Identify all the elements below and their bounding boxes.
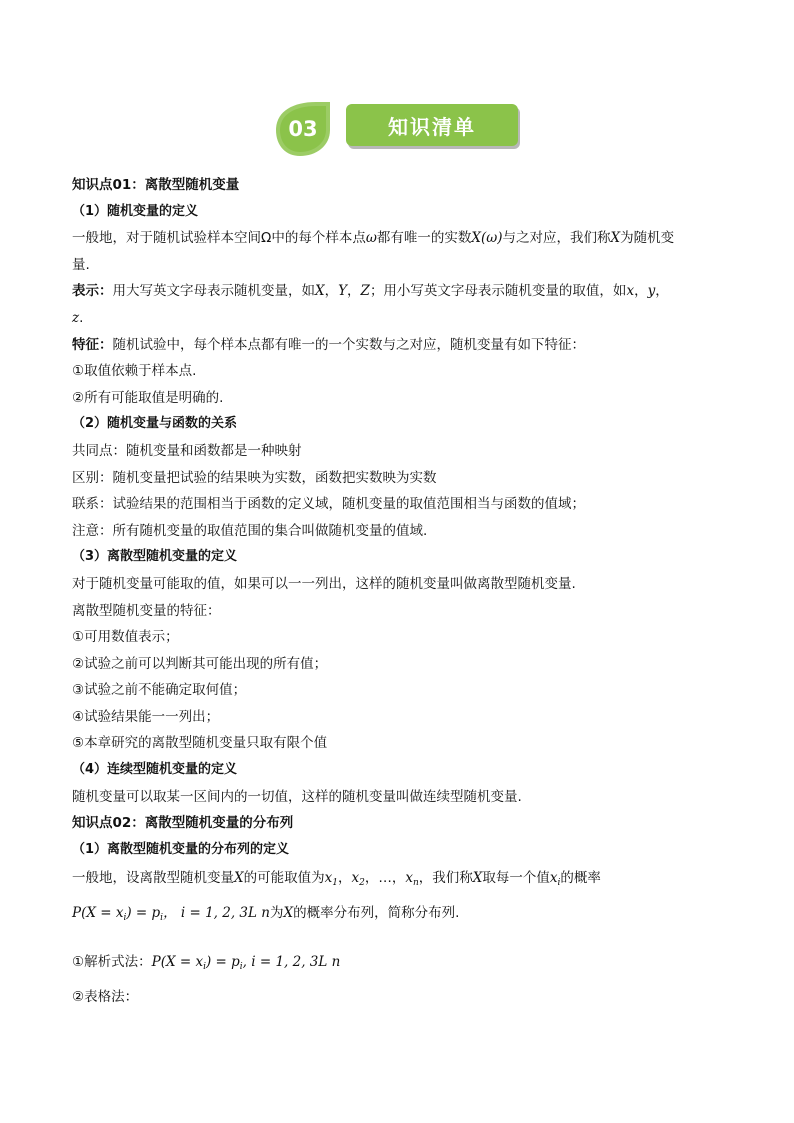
section-number: 03	[288, 117, 318, 141]
kp1-s3-def: 对于随机变量可能取的值，如果可以一一列出，这样的随机变量叫做离散型随机变量.	[72, 575, 576, 592]
document-body	[72, 172, 732, 1012]
kp1-representation-cont: z.	[72, 309, 84, 326]
kp1-s3-feat: 离散型随机变量的特征：	[72, 602, 221, 619]
kp1-s2-common: 共同点：随机变量和函数都是一种映射	[72, 442, 302, 459]
kp1-feature: 特征：随机试验中，每个样本点都有唯一的一个实数与之对应，随机变量有如下特征：	[72, 336, 585, 353]
section-title-bar	[346, 104, 518, 146]
kp1-s3-f2: ②试验之前可以判断其可能出现的所有值；	[72, 655, 328, 672]
section-title: 知识清单	[388, 114, 476, 139]
kp1-s2-title: （2）随机变量与函数的关系	[72, 416, 238, 432]
kp1-s3-f1: ①可用数值表示；	[72, 629, 179, 646]
kp1-feature-1: ①取值依赖于样本点.	[72, 363, 197, 380]
kp1-s3-f4: ④试验结果能一一列出；	[72, 708, 220, 725]
kp1-s3-title: （3）离散型随机变量的定义	[72, 549, 238, 565]
kp1-title: 知识点01：离散型随机变量	[72, 177, 240, 193]
kp1-s4-title: （4）连续型随机变量的定义	[72, 762, 238, 778]
kp1-s2-link: 联系：试验结果的范围相当于函数的定义域，随机变量的取值范围相当与函数的值域；	[72, 496, 585, 513]
section-header	[272, 98, 522, 158]
kp1-s1-title: （1）随机变量的定义	[72, 203, 199, 219]
kp1-s3-f5: ⑤本章研究的离散型随机变量只取有限个值	[72, 735, 328, 752]
kp1-feature-2: ②所有可能取值是明确的.	[72, 389, 224, 406]
kp2-method-table: ②表格法：	[72, 989, 139, 1006]
kp2-title: 知识点02：离散型随机变量的分布列	[72, 815, 294, 832]
kp2-def-formula-line: $P(X = x_i) = p_i$， i = 1, 2, 3L n为X的概率分布列，简称分布列.	[72, 905, 460, 924]
section-number-badge	[272, 100, 334, 158]
kp1-s1-paragraph: 一般地，对于随机试验样本空间Ω中的每个样本点ω都有唯一的实数X(ω)与之对应，我们称X为随机变	[72, 230, 675, 247]
kp1-s3-f3: ③试验之前不能确定取何值；	[72, 682, 247, 699]
kp1-s4-def: 随机变量可以取某一区间内的一切值，这样的随机变量叫做连续型随机变量.	[72, 788, 522, 805]
kp1-representation: 表示：用大写英文字母表示随机变量，如X，Y，Z；用小写英文字母表示随机变量的取值，如x，y，	[72, 283, 669, 300]
kp1-s2-note: 注意：所有随机变量的取值范围的集合叫做随机变量的值域.	[72, 522, 428, 539]
kp2-method-analytic: ①解析式法：$P(X = x_i) = p_i$, i = 1, 2, 3L n	[72, 954, 341, 973]
kp2-def-paragraph: 一般地，设离散型随机变量X的可能取值为$x_1$，$x_2$，…，$x_n$，我们称X取每一个值$x_i$的概率	[72, 870, 601, 889]
kp1-s1-paragraph-cont: 量.	[72, 256, 90, 273]
kp1-s2-diff: 区别：随机变量把试验的结果映为实数，函数把实数映为实数	[72, 469, 437, 486]
kp2-s1-title: （1）离散型随机变量的分布列的定义	[72, 841, 290, 857]
